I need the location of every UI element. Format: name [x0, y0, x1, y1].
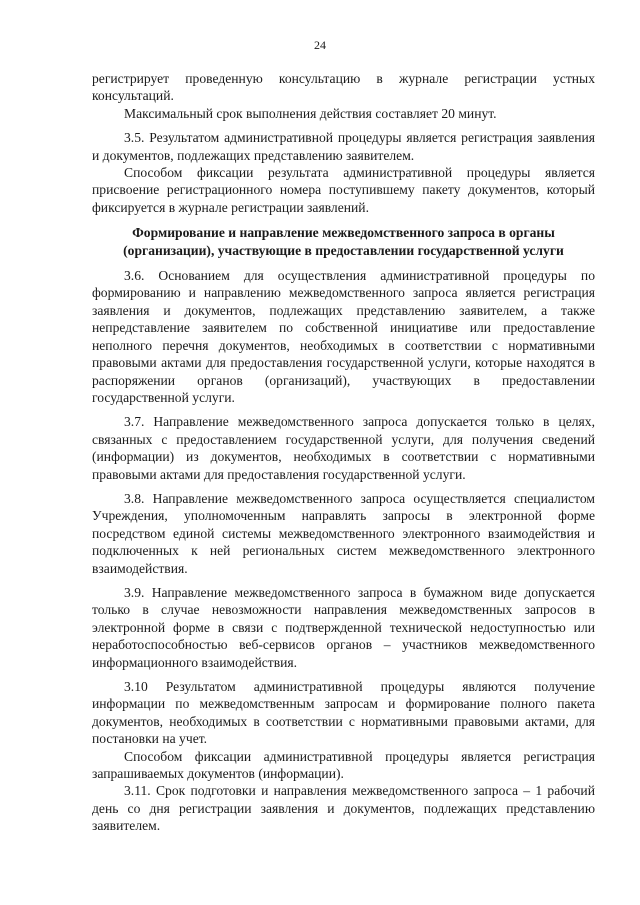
page-number: 24: [314, 38, 326, 52]
paragraph-3-5: 3.5. Результатом административной процедуры является регистрация заявления и документов, подлежащих представлению заявителем.: [92, 130, 595, 163]
paragraph-fixation-method-2: Способом фиксации административной процедуры является регистрация запрашиваемых документов (информации).: [92, 748, 595, 782]
section-heading: Формирование и направление межведомственного запроса в органы (организации), участвующие в предоставлении государственной услуги: [123, 225, 564, 258]
paragraph-3-9: 3.9. Направление межведомственного запроса в бумажном виде допускается только в случае невозможности направления межведомственных запросов в электронной форме в связи с подтвержденной технической недоступностью или неработоспособностью веб-сервисов органов – участников межведомственного информационного взаимодействия.: [92, 584, 595, 670]
paragraph-3-8: 3.8. Направление межведомственного запроса осуществляется специалистом Учреждения, уполномоченным направлять запросы в электронной форме посредством единой системы межведомственного электронного взаимодействия и подключенных к ней региональных систем межведомственного электронного взаимодействия.: [92, 490, 595, 576]
paragraph-max-time: Максимальный срок выполнения действия составляет 20 минут.: [124, 105, 497, 121]
paragraph-3-6: 3.6. Основанием для осуществления административной процедуры по формированию и направлению межведомственного запроса является регистрация заявления и документов, подлежащих представлению заявителем, а также непредставление заявителем по собственной инициативе или предоставление неполного перечня документов, необходимых в соответствии с нормативными правовыми актами для предоставления государственной услуги, которые находятся в распоряжении органов (организаций), участвующих в предоставлении государственной услуги.: [92, 268, 595, 405]
paragraph-continuation: регистрирует проведенную консультацию в журнале регистрации устных консультаций.: [92, 71, 595, 104]
paragraph-3-11: 3.11. Срок подготовки и направления межведомственного запроса – 1 рабочий день со дня регистрации заявления и документов, подлежащих представлению заявителем.: [92, 783, 595, 834]
paragraph-3-10: 3.10 Результатом административной процедуры являются получение информации по межведомственным запросам и формирование полного пакета документов, необходимых в соответствии с нормативными правовыми актами, для постановки на учет.: [92, 679, 595, 747]
paragraph-fixation-method-1: Способом фиксации результата административной процедуры является присвоение регистрационного номера поступившему пакету документов, который фиксируется в журнале регистрации заявлений.: [92, 165, 595, 215]
paragraph-3-7: 3.7. Направление межведомственного запроса допускается только в целях, связанных с предоставлением государственной услуги, для получения сведений (информации) из документов, необходимых в соответствии с нормативными правовыми актами для предоставления государственной услуги.: [92, 414, 595, 482]
document-body: [92, 70, 595, 835]
